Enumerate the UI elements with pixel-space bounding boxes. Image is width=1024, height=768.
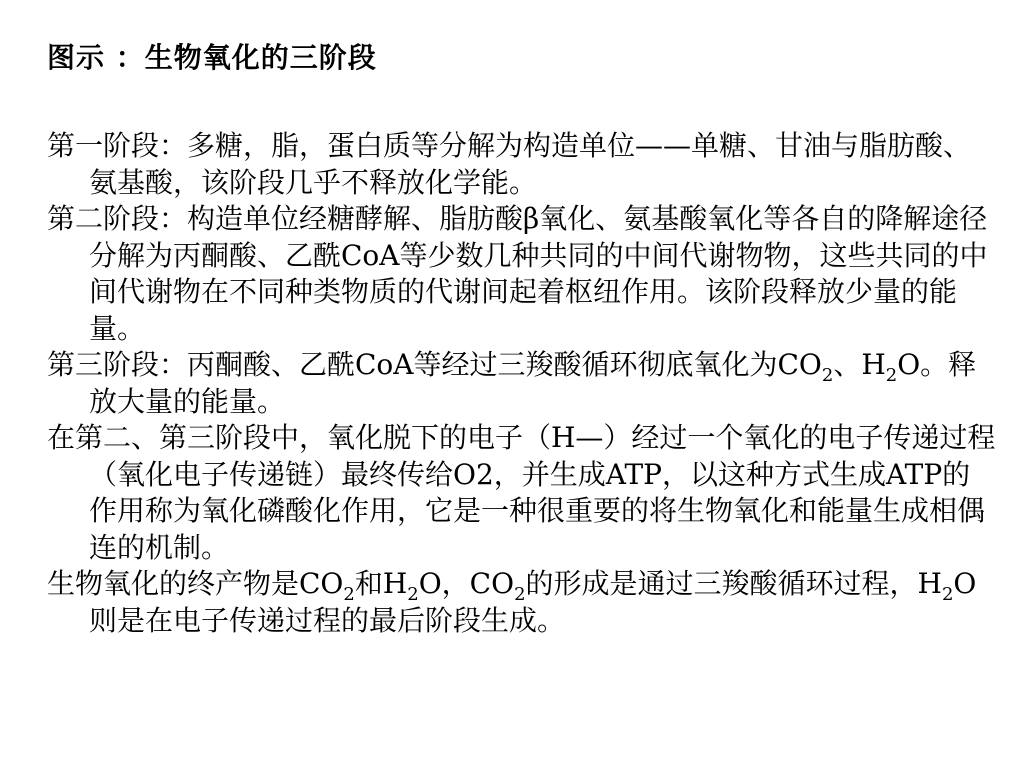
text-segment: 第一阶段：多糖，脂，蛋白质等分解为构造单位——单糖、甘油与脂肪酸、氨基酸，该阶段几乎不释放化学能。 <box>47 129 972 199</box>
paragraph <box>47 566 997 639</box>
subscript: 2 <box>343 584 355 605</box>
text-segment: 、H <box>833 348 886 381</box>
paragraph <box>47 201 997 347</box>
text-segment: O则是在电子传递过程的最后阶段生成。 <box>89 567 977 637</box>
text-segment: 生物氧化的终产物是CO <box>47 567 344 600</box>
text-segment: 和H <box>354 567 408 600</box>
text-segment: O。释放大量的能量。 <box>89 348 977 418</box>
text-segment: 第三阶段：丙酮酸、乙酰CoA等经过三羧酸循环彻底氧化为CO <box>47 348 822 381</box>
paragraph <box>47 347 997 420</box>
text-segment: 的形成是通过三羧酸循环过程，H <box>525 567 942 600</box>
subscript: 2 <box>821 365 834 386</box>
subscript: 2 <box>514 584 526 605</box>
subscript: 2 <box>407 584 419 605</box>
subscript: 2 <box>885 365 898 386</box>
paragraph <box>47 128 997 201</box>
text-segment: 第二阶段：构造单位经糖酵解、脂肪酸β氧化、氨基酸氧化等各自的降解途径分解为丙酮酸、乙酰CoA等少数几种共同的中间代谢物物，这些共同的中间代谢物在不同种类物质的代谢间起着枢纽作用。该阶段释放少量的能量。 <box>47 202 988 345</box>
slide-title: 图示 ：生物氧化的三阶段 <box>47 41 377 74</box>
text-segment: O，CO <box>418 567 515 600</box>
slide-body <box>47 128 997 639</box>
subscript: 2 <box>941 584 954 605</box>
text-segment: 在第二、第三阶段中，氧化脱下的电子（H—）经过一个氧化的电子传递过程（氧化电子传递链）最终传给O2，并生成ATP，以这种方式生成ATP的作用称为氧化磷酸化作用，它是一种很重要的将生物氧化和能量生成相偶连的机制。 <box>47 421 996 564</box>
paragraph <box>47 420 997 566</box>
